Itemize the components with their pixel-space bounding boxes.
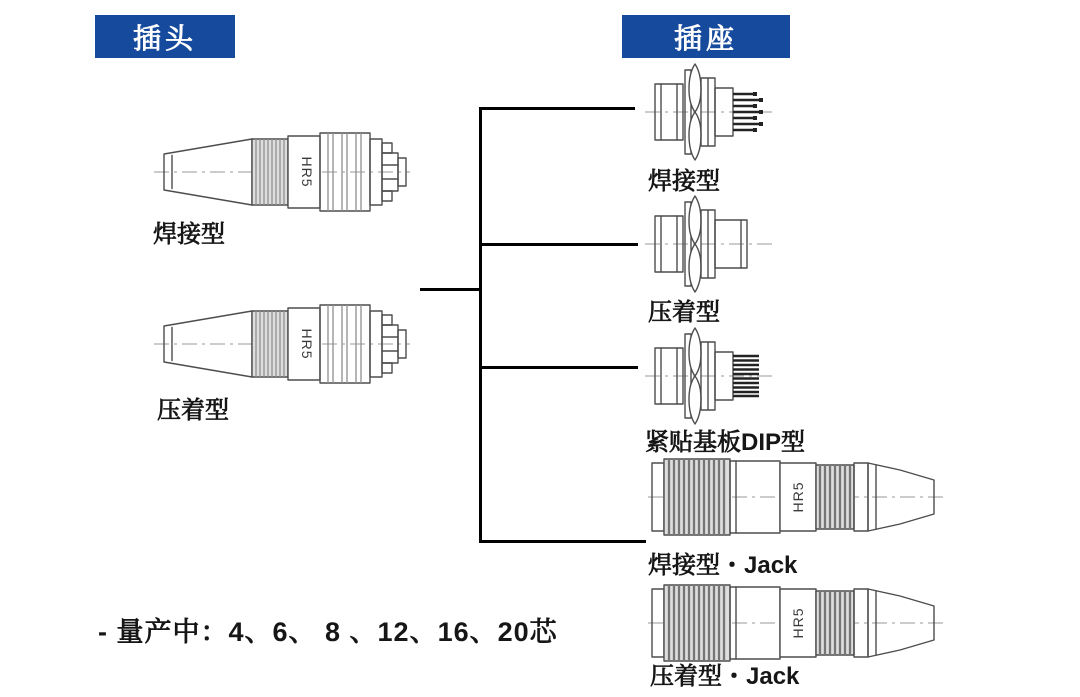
receptacle-solder-label: 焊接型	[648, 168, 720, 195]
plug-header-label: 插头	[132, 22, 197, 54]
plug-header-badge	[95, 15, 235, 58]
plug-solder-marking: HR5	[299, 156, 316, 188]
receptacle-crimp-drawing	[645, 194, 775, 294]
tree-vertical-line	[479, 107, 482, 543]
receptacle-dip-label: 紧贴基板DIP型	[645, 429, 806, 456]
tree-branch-crimp	[479, 243, 638, 246]
plug-crimp-marking: HR5	[299, 328, 316, 360]
receptacle-header-label: 插座	[673, 22, 738, 54]
plug-solder-drawing	[152, 124, 412, 220]
receptacle-dip-drawing	[645, 326, 775, 426]
plug-crimp-drawing	[152, 296, 412, 392]
receptacle-solder-drawing	[645, 62, 775, 162]
plug-solder-label: 焊接型	[153, 221, 225, 248]
receptacle-crimp-label: 压着型	[648, 299, 720, 326]
jack-solder-drawing	[648, 450, 943, 544]
receptacle-header-badge	[622, 15, 790, 58]
jack-crimp-marking: HR5	[789, 607, 806, 639]
plug-crimp-label: 压着型	[157, 397, 229, 424]
jack-solder-label: 焊接型・Jack	[648, 552, 798, 579]
tree-branch-jack	[479, 540, 646, 543]
tree-branch-solder	[479, 107, 635, 110]
jack-solder-marking: HR5	[789, 481, 806, 513]
tree-branch-dip	[479, 366, 638, 369]
tree-stem-line	[420, 288, 481, 291]
jack-crimp-label: 压着型・Jack	[650, 663, 800, 690]
production-note: - 量产中：4、6、 8 、12、16、20芯	[98, 617, 558, 647]
